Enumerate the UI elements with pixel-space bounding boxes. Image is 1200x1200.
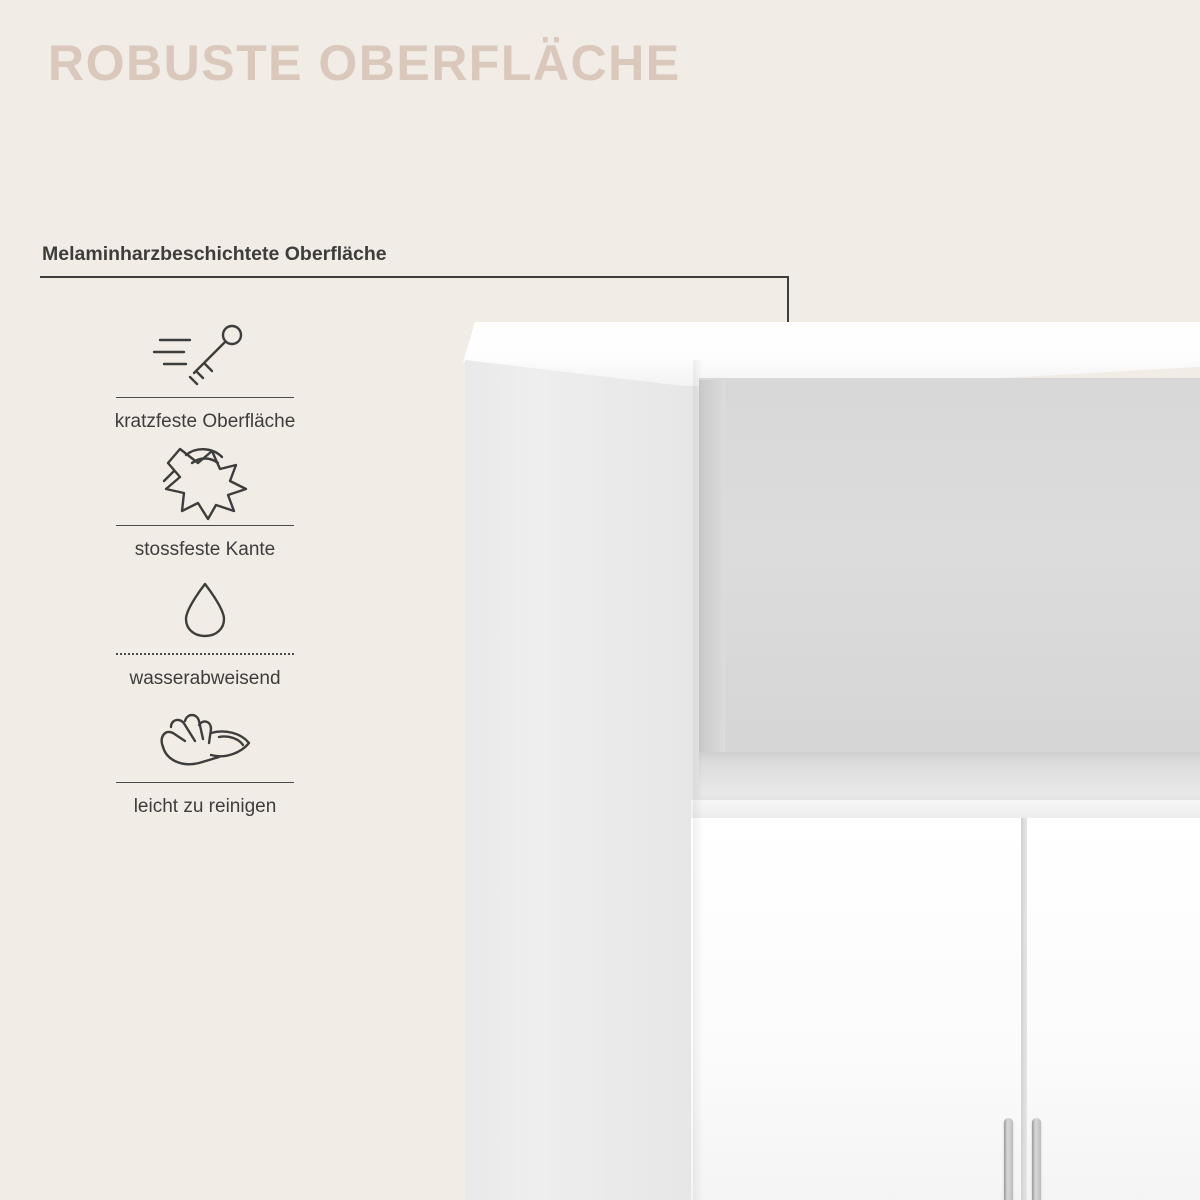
feature-divider	[116, 397, 294, 398]
feature-item-water-repellent	[40, 571, 370, 690]
cabinet-left-door	[691, 818, 1023, 1200]
water-drop-icon	[40, 571, 370, 647]
impact-hammer-icon	[40, 443, 370, 519]
feature-divider	[116, 653, 294, 655]
product-photo-sideboard	[455, 300, 1200, 1200]
feature-item-easy-clean	[40, 700, 370, 818]
cabinet-door-gap	[1021, 818, 1027, 1200]
callout-label: Melaminharzbeschichtete Oberfläche	[42, 243, 387, 265]
scratch-key-icon	[40, 315, 370, 391]
feature-item-impact-resistant	[40, 443, 370, 561]
cleaning-hand-icon	[40, 700, 370, 776]
feature-divider	[116, 782, 294, 783]
feature-label: stossfeste Kante	[134, 539, 276, 560]
cabinet-right-handle	[1032, 1118, 1041, 1200]
page-title: ROBUSTE OBERFLÄCHE	[48, 35, 681, 91]
cabinet-right-door	[1027, 818, 1200, 1200]
cabinet-left-side-panel	[465, 348, 700, 1200]
feature-divider	[116, 525, 294, 526]
feature-label: wasserabweisend	[129, 668, 281, 689]
cabinet-open-compartment	[699, 378, 1200, 808]
cabinet-left-handle	[1004, 1118, 1013, 1200]
feature-label: kratzfeste Oberfläche	[114, 411, 296, 432]
feature-item-scratch-resistant	[40, 315, 370, 433]
cabinet-corner-shadow	[693, 360, 703, 1200]
feature-list	[40, 315, 370, 828]
cabinet-doors	[691, 818, 1200, 1200]
feature-label: leicht zu reinigen	[133, 796, 277, 817]
